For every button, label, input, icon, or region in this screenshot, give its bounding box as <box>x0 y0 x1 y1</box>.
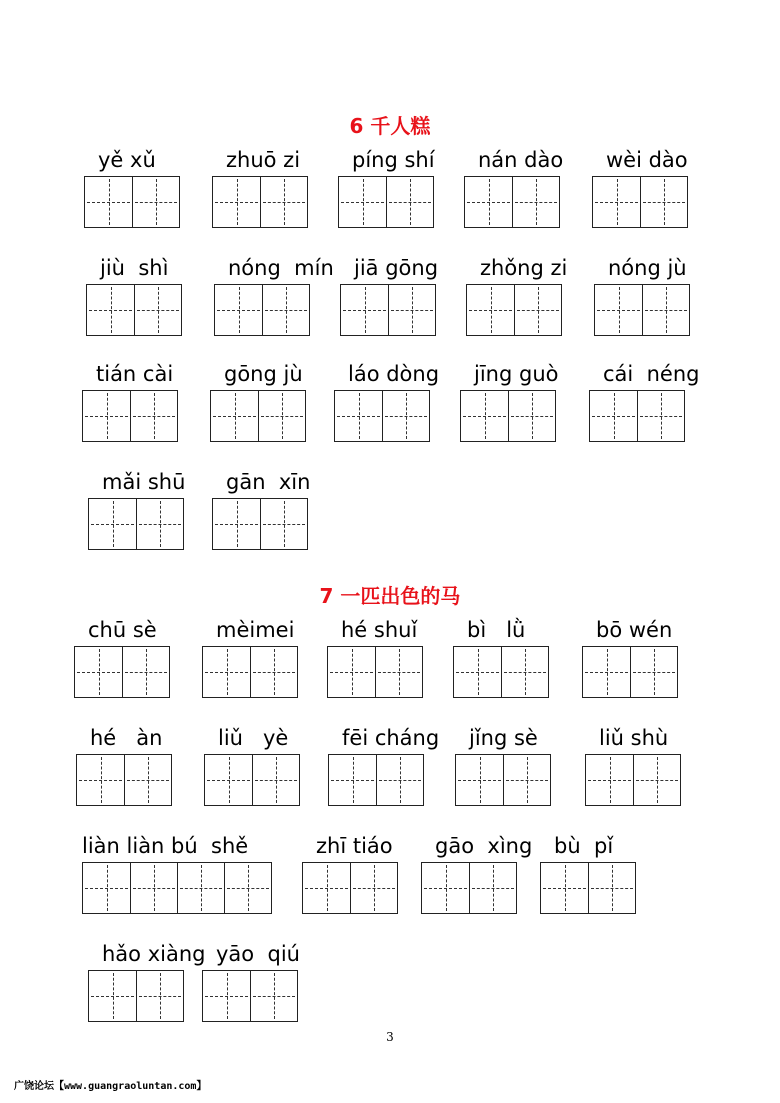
tianzige-cell[interactable] <box>130 863 177 913</box>
writing-grid[interactable] <box>340 284 436 336</box>
tianzige-cell[interactable] <box>386 177 433 227</box>
tianzige-cell[interactable] <box>454 647 501 697</box>
footer-watermark: 广饶论坛【www.guangraoluntan.com】 <box>14 1081 207 1092</box>
tianzige-cell[interactable] <box>335 391 382 441</box>
tianzige-cell[interactable] <box>382 391 429 441</box>
pinyin-label: láo dòng <box>348 362 440 386</box>
writing-grid[interactable] <box>214 284 310 336</box>
writing-grid[interactable] <box>455 754 551 806</box>
writing-grid[interactable] <box>88 970 184 1022</box>
pinyin-label: gōng jù <box>224 362 303 386</box>
tianzige-cell[interactable] <box>503 755 550 805</box>
tianzige-cell[interactable] <box>375 647 422 697</box>
tianzige-cell[interactable] <box>215 285 262 335</box>
writing-grid[interactable] <box>212 176 308 228</box>
writing-grid[interactable] <box>82 390 178 442</box>
pinyin-label: wèi dào <box>606 148 688 172</box>
tianzige-cell[interactable] <box>124 755 171 805</box>
tianzige-cell[interactable] <box>177 863 224 913</box>
writing-grid[interactable] <box>74 646 170 698</box>
pinyin-label: liǔ yè <box>218 726 289 750</box>
tianzige-cell[interactable] <box>508 391 555 441</box>
tianzige-cell[interactable] <box>512 177 559 227</box>
tianzige-cell[interactable] <box>75 647 122 697</box>
tianzige-cell[interactable] <box>77 755 124 805</box>
tianzige-cell[interactable] <box>252 755 299 805</box>
tianzige-cell[interactable] <box>213 177 260 227</box>
tianzige-cell[interactable] <box>376 755 423 805</box>
pinyin-label: jīng guò <box>474 362 559 386</box>
pinyin-label: zhǒng zi <box>480 256 568 280</box>
tianzige-cell[interactable] <box>350 863 397 913</box>
writing-grid[interactable] <box>334 390 430 442</box>
writing-grid[interactable] <box>86 284 182 336</box>
writing-grid[interactable] <box>592 176 688 228</box>
writing-grid[interactable] <box>464 176 560 228</box>
tianzige-cell[interactable] <box>514 285 561 335</box>
writing-grid[interactable] <box>582 646 678 698</box>
pinyin-label: nóng jù <box>608 256 687 280</box>
writing-grid[interactable] <box>589 390 685 442</box>
tianzige-cell[interactable] <box>595 285 642 335</box>
pinyin-label: hé shuǐ <box>341 618 418 642</box>
tianzige-cell[interactable] <box>630 647 677 697</box>
tianzige-cell[interactable] <box>388 285 435 335</box>
pinyin-label: gāo xìng <box>435 834 533 858</box>
pinyin-label: nóng mín <box>228 256 334 280</box>
tianzige-cell[interactable] <box>89 499 136 549</box>
pinyin-label: chū sè <box>88 618 157 642</box>
pinyin-label: gān xīn <box>226 470 311 494</box>
pinyin-label: jiù shì <box>100 256 169 280</box>
writing-grid[interactable] <box>460 390 556 442</box>
tianzige-cell[interactable] <box>130 391 177 441</box>
tianzige-cell[interactable] <box>461 391 508 441</box>
tianzige-cell[interactable] <box>85 177 132 227</box>
tianzige-cell[interactable] <box>339 177 386 227</box>
pinyin-label: jǐng sè <box>469 726 538 750</box>
writing-grid[interactable] <box>202 646 298 698</box>
pinyin-label: bì lǜ <box>467 618 526 642</box>
pinyin-label: bō wén <box>596 618 673 642</box>
tianzige-cell[interactable] <box>465 177 512 227</box>
tianzige-cell[interactable] <box>341 285 388 335</box>
pinyin-label: hé àn <box>90 726 163 750</box>
tianzige-cell[interactable] <box>456 755 503 805</box>
pinyin-label: zhuō zi <box>226 148 301 172</box>
pinyin-label: píng shí <box>352 148 435 172</box>
tianzige-cell[interactable] <box>640 177 687 227</box>
tianzige-cell[interactable] <box>469 863 516 913</box>
tianzige-cell[interactable] <box>642 285 689 335</box>
tianzige-cell[interactable] <box>501 647 548 697</box>
writing-grid[interactable] <box>84 176 180 228</box>
tianzige-cell[interactable] <box>224 863 271 913</box>
tianzige-cell[interactable] <box>250 971 297 1021</box>
pinyin-label: bù pǐ <box>554 834 614 858</box>
writing-grid[interactable] <box>585 754 681 806</box>
writing-grid[interactable] <box>88 498 184 550</box>
tianzige-cell[interactable] <box>83 391 130 441</box>
tianzige-cell[interactable] <box>134 285 181 335</box>
tianzige-cell[interactable] <box>250 647 297 697</box>
tianzige-cell[interactable] <box>328 647 375 697</box>
tianzige-cell[interactable] <box>260 177 307 227</box>
pinyin-label: fēi cháng <box>342 726 440 750</box>
writing-grid[interactable] <box>204 754 300 806</box>
tianzige-cell[interactable] <box>303 863 350 913</box>
tianzige-cell[interactable] <box>467 285 514 335</box>
pinyin-label: nán dào <box>478 148 564 172</box>
tianzige-cell[interactable] <box>205 755 252 805</box>
tianzige-cell[interactable] <box>122 647 169 697</box>
tianzige-cell[interactable] <box>132 177 179 227</box>
writing-grid[interactable] <box>328 754 424 806</box>
tianzige-cell[interactable] <box>211 391 258 441</box>
writing-grid[interactable] <box>540 862 636 914</box>
pinyin-label: mèimei <box>216 618 295 642</box>
pinyin-label: tián cài <box>96 362 174 386</box>
writing-grid[interactable] <box>76 754 172 806</box>
tianzige-cell[interactable] <box>87 285 134 335</box>
pinyin-label: yāo qiú <box>216 942 300 966</box>
tianzige-cell[interactable] <box>329 755 376 805</box>
pinyin-label: hǎo xiàng <box>102 942 206 966</box>
tianzige-cell[interactable] <box>541 863 588 913</box>
tianzige-cell[interactable] <box>203 971 250 1021</box>
writing-grid[interactable] <box>82 862 272 914</box>
tianzige-cell[interactable] <box>633 755 680 805</box>
lesson-title: 7 一匹出色的马 <box>319 584 461 608</box>
tianzige-cell[interactable] <box>422 863 469 913</box>
tianzige-cell[interactable] <box>586 755 633 805</box>
pinyin-label: liàn liàn bú shě <box>82 834 249 858</box>
pinyin-label: jiā gōng <box>354 256 439 280</box>
pinyin-label: cái néng <box>603 362 700 386</box>
writing-grid[interactable] <box>202 970 298 1022</box>
writing-grid[interactable] <box>421 862 517 914</box>
tianzige-cell[interactable] <box>83 863 130 913</box>
tianzige-cell[interactable] <box>260 499 307 549</box>
writing-grid[interactable] <box>453 646 549 698</box>
writing-grid[interactable] <box>327 646 423 698</box>
tianzige-cell[interactable] <box>588 863 635 913</box>
tianzige-cell[interactable] <box>593 177 640 227</box>
writing-grid[interactable] <box>594 284 690 336</box>
tianzige-cell[interactable] <box>258 391 305 441</box>
page-number: 3 <box>386 1030 394 1044</box>
writing-grid[interactable] <box>210 390 306 442</box>
tianzige-cell[interactable] <box>89 971 136 1021</box>
lesson-title: 6 千人糕 <box>349 114 431 138</box>
tianzige-cell[interactable] <box>136 499 183 549</box>
tianzige-cell[interactable] <box>203 647 250 697</box>
pinyin-label: zhī tiáo <box>316 834 393 858</box>
tianzige-cell[interactable] <box>213 499 260 549</box>
pinyin-label: mǎi shū <box>102 470 186 494</box>
tianzige-cell[interactable] <box>590 391 637 441</box>
writing-grid[interactable] <box>466 284 562 336</box>
pinyin-label: liǔ shù <box>599 726 669 750</box>
tianzige-cell[interactable] <box>583 647 630 697</box>
pinyin-label: yě xǔ <box>98 148 156 172</box>
tianzige-cell[interactable] <box>262 285 309 335</box>
writing-grid[interactable] <box>338 176 434 228</box>
tianzige-cell[interactable] <box>637 391 684 441</box>
writing-grid[interactable] <box>302 862 398 914</box>
writing-grid[interactable] <box>212 498 308 550</box>
tianzige-cell[interactable] <box>136 971 183 1021</box>
